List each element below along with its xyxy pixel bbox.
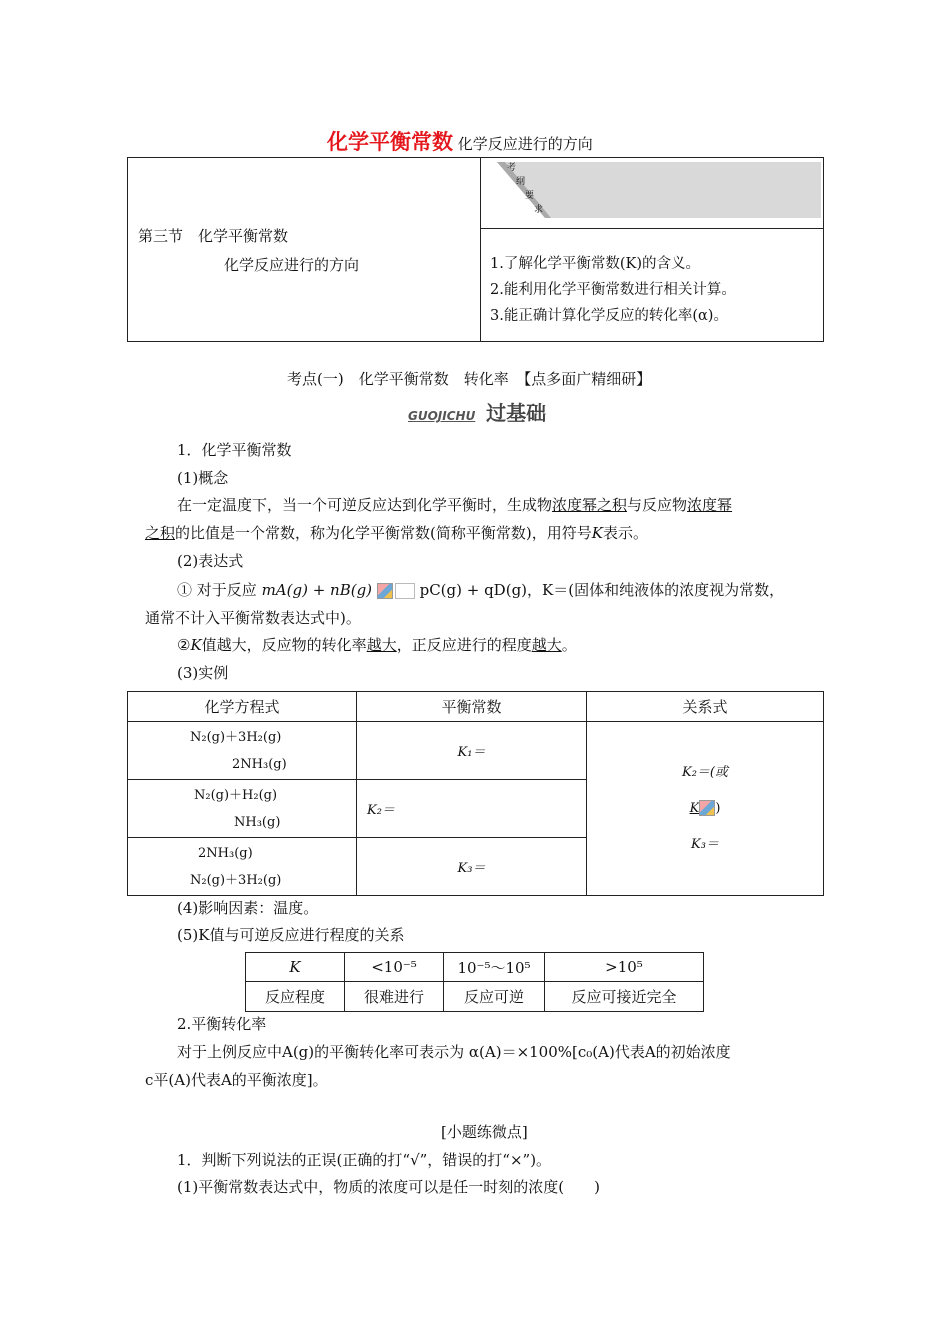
relation-k1 [587,791,823,827]
table-header: 关系式 [587,692,824,722]
expression-line-1 [177,579,784,600]
question-item: (1)平衡常数表达式中，物质的浓度可以是任一时刻的浓度( ) [177,1178,600,1196]
text: 与反应物 [627,496,688,514]
fraction-image-icon [699,800,715,816]
k-table-cell: <10⁻⁵ [345,953,444,982]
equation-reactants: 2NH₃(g) [198,845,253,861]
equation-products: NH₃(g) [234,814,281,830]
text: ② [177,636,191,654]
text: 的比值是一个常数，称为化学平衡常数(简称平衡常数)，用符号 [175,524,592,542]
section-number: 第三节 化学平衡常数 [138,226,289,245]
expression-line-2: 通常不计入平衡常数表达式中)。 [145,609,361,627]
underlined-text: 浓度幂 [687,496,733,514]
k1-cell: K₁＝ [357,722,587,780]
k-table-cell: >10⁵ [545,953,704,982]
title-bold: 化学平衡常数 [327,129,453,154]
table-header: 平衡常数 [357,692,587,722]
banner-latin: GUOJICHU [408,409,476,423]
underlined-text: 之积 [145,524,176,542]
k-table-cell: 10⁻⁵～10⁵ [444,953,545,982]
text: ，正反应进行的程度 [396,636,532,654]
symbol-k: K [591,524,603,542]
heading-conversion: 2.平衡转化率 [177,1015,267,1033]
requirements-cell [481,229,824,342]
page-title [327,126,593,156]
text: ① 对于反应 [177,581,257,599]
equation-reactants: N₂(g)＋3H₂(g) [190,729,282,745]
badge-cell [481,158,824,229]
equation-cell [128,780,357,838]
badge-char-3: 要 [525,191,535,201]
text: 值越大，反应物的转化率 [201,636,367,654]
text: 在一定温度下，当一个可逆反应达到化学平衡时，生成物 [177,496,553,514]
badge-char-1: 考 [507,163,517,173]
heading-equilibrium-constant: 1．化学平衡常数 [177,441,292,459]
equation-products: 2NH₃(g) [232,756,287,772]
equation-cell [128,838,357,896]
equilibrium-arrow-image-icon [377,583,393,599]
section-heading: 考点(一) 化学平衡常数 转化率 【点多面广精细研】 [287,370,652,388]
concept-line-2 [145,522,648,543]
section-subtitle: 化学反应进行的方向 [224,255,360,274]
reaction-products: pC(g) + qD(g)，K＝(固体和纯液体的浓度视为常数， [419,581,785,599]
table-header: 化学方程式 [128,692,357,722]
equation-reactants: N₂(g)＋H₂(g) [194,787,278,803]
text: 。 [561,636,577,654]
requirement-item: 2.能利用化学平衡常数进行相关计算。 [490,282,736,298]
relation-k3: K₃＝ [691,836,719,852]
heading-k-relation: (5)K值与可逆反应进行程度的关系 [177,926,405,944]
conversion-line-2: c平(A)代表A的平衡浓度]。 [145,1071,328,1089]
k-table-cell: 反应可接近完全 [545,982,704,1012]
title-rest: 化学反应进行的方向 [457,135,593,153]
text: 表示。 [602,524,648,542]
underlined-text: 越大 [366,636,397,654]
reaction-reactants: mA(g) + nB(g) [261,581,373,599]
symbol-k: K [190,636,202,654]
k-table-cell: K [246,953,345,982]
k-table-cell: 反应可逆 [444,982,545,1012]
requirement-item: 3.能正确计算化学反应的转化率(α)。 [490,308,728,324]
image-placeholder-icon [395,583,415,599]
badge-char-4: 求 [534,205,544,215]
heading-concept: (1)概念 [177,469,229,487]
equation-cell [128,722,357,780]
example-table [127,691,824,896]
heading-examples: (3)实例 [177,664,229,682]
heading-factors: (4)影响因素：温度。 [177,899,319,917]
banner [408,397,546,426]
header-left-cell [128,158,481,342]
badge-char-2: 纲 [516,177,526,187]
heading-expression: (2)表达式 [177,552,244,570]
conversion-line-1: 对于上例反应中A(g)的平衡转化率可表示为 α(A)＝×100%[c₀(A)代表A的初始浓度 [177,1043,731,1061]
header-table [127,157,824,342]
k-table-cell: 很难进行 [345,982,444,1012]
k-table-cell: 反应程度 [246,982,345,1012]
k3-cell: K₃＝ [357,838,587,896]
expression-line-3 [177,634,577,655]
underlined-text: 浓度幂之积 [552,496,628,514]
practice-heading: [小题练微点] [441,1123,528,1141]
text: ) [715,800,721,816]
banner-chinese: 过基础 [486,401,547,425]
relation-cell [587,722,824,896]
question-intro: 1．判断下列说法的正误(正确的打“√”，错误的打“×”)。 [177,1151,552,1169]
k2-cell: K₂＝ [357,780,587,838]
requirement-item: 1.了解化学平衡常数(K)的含义。 [490,256,700,272]
equation-products: N₂(g)＋3H₂(g) [190,872,282,888]
relation-k2: K₂＝(或 [682,764,728,780]
concept-line-1 [177,494,732,515]
syllabus-badge-shape [495,160,835,224]
k-range-table [245,952,704,1012]
symbol-k: K [689,800,700,816]
underlined-text: 越大 [531,636,562,654]
